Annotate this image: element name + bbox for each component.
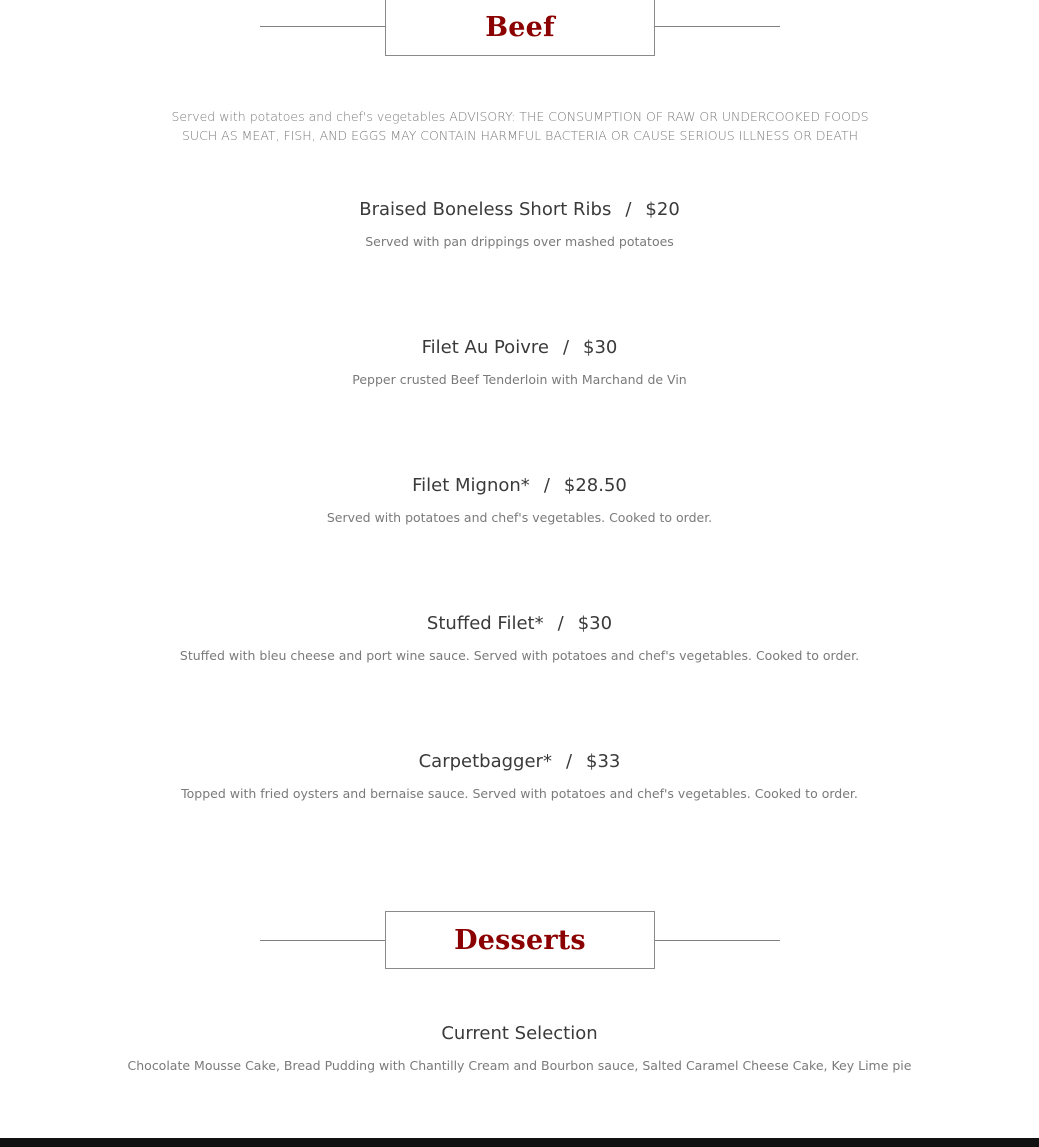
menu-item-price: $30	[583, 337, 618, 358]
menu-item-name: Filet Au Poivre	[421, 337, 549, 358]
menu-item-title-line	[0, 750, 1039, 774]
menu-item	[0, 474, 1039, 527]
beef-advisory-text: Served with potatoes and chef's vegetables ADVISORY: THE CONSUMPTION OF RAW OR UNDERCOOKED FOODS SUCH AS MEAT, FISH, AND EGGS MAY CONTAIN HARMFUL BACTERIA OR CAUSE SERIOUS ILLNESS OR DEATH	[171, 109, 869, 143]
section-title-desserts: Desserts	[454, 924, 586, 956]
menu-item-price: $33	[586, 751, 621, 772]
menu-item-description: Chocolate Mousse Cake, Bread Pudding with Chantilly Cream and Bourbon sauce, Salted Caramel Cheese Cake, Key Lime pie	[127, 1058, 912, 1073]
menu-item-price: $30	[577, 613, 613, 634]
menu-item	[0, 1022, 1039, 1075]
menu-item	[0, 336, 1039, 389]
menu-item-description: Topped with fried oysters and bernaise sauce. Served with potatoes and chef's vegetables. Cooked to order.	[181, 786, 858, 801]
header-rule-right	[655, 940, 780, 941]
beef-section-header	[260, 0, 780, 56]
menu-item-title-line	[0, 336, 1039, 360]
price-separator: /	[543, 475, 550, 496]
section-title-beef: Beef	[485, 11, 555, 43]
menu-item	[0, 198, 1039, 251]
menu-item-description: Pepper crusted Beef Tenderloin with Marchand de Vin	[352, 372, 687, 387]
menu-item-name: Braised Boneless Short Ribs	[359, 199, 612, 220]
menu-item-name: Current Selection	[441, 1023, 598, 1044]
price-separator: /	[557, 613, 564, 634]
menu-item-title-line	[0, 474, 1039, 498]
menu-item-name: Stuffed Filet*	[426, 613, 544, 634]
menu-item-title-line	[0, 198, 1039, 222]
menu-item-description: Stuffed with bleu cheese and port wine sauce. Served with potatoes and chef's vegetables. Cooked to order.	[179, 648, 860, 663]
header-rule-left	[260, 940, 385, 941]
desserts-section-header	[260, 911, 780, 969]
menu-item-description: Served with potatoes and chef's vegetables. Cooked to order.	[326, 510, 713, 525]
menu-item-description: Served with pan drippings over mashed potatoes	[365, 234, 674, 249]
price-separator: /	[562, 337, 570, 358]
menu-item-price: $20	[645, 199, 680, 220]
header-rule-left	[260, 26, 385, 27]
menu-item	[0, 750, 1039, 803]
footer-bar	[0, 1138, 1039, 1147]
section-title-box	[385, 0, 655, 56]
menu-item-price: $28.50	[563, 475, 627, 496]
menu-item-name: Carpetbagger*	[418, 751, 552, 772]
header-rule-right	[655, 26, 780, 27]
menu-item-name: Filet Mignon*	[412, 475, 530, 496]
section-title-box	[385, 911, 655, 969]
menu-item-title-line	[0, 612, 1039, 636]
menu-item	[0, 612, 1039, 665]
price-separator: /	[565, 751, 573, 772]
price-separator: /	[625, 199, 632, 220]
